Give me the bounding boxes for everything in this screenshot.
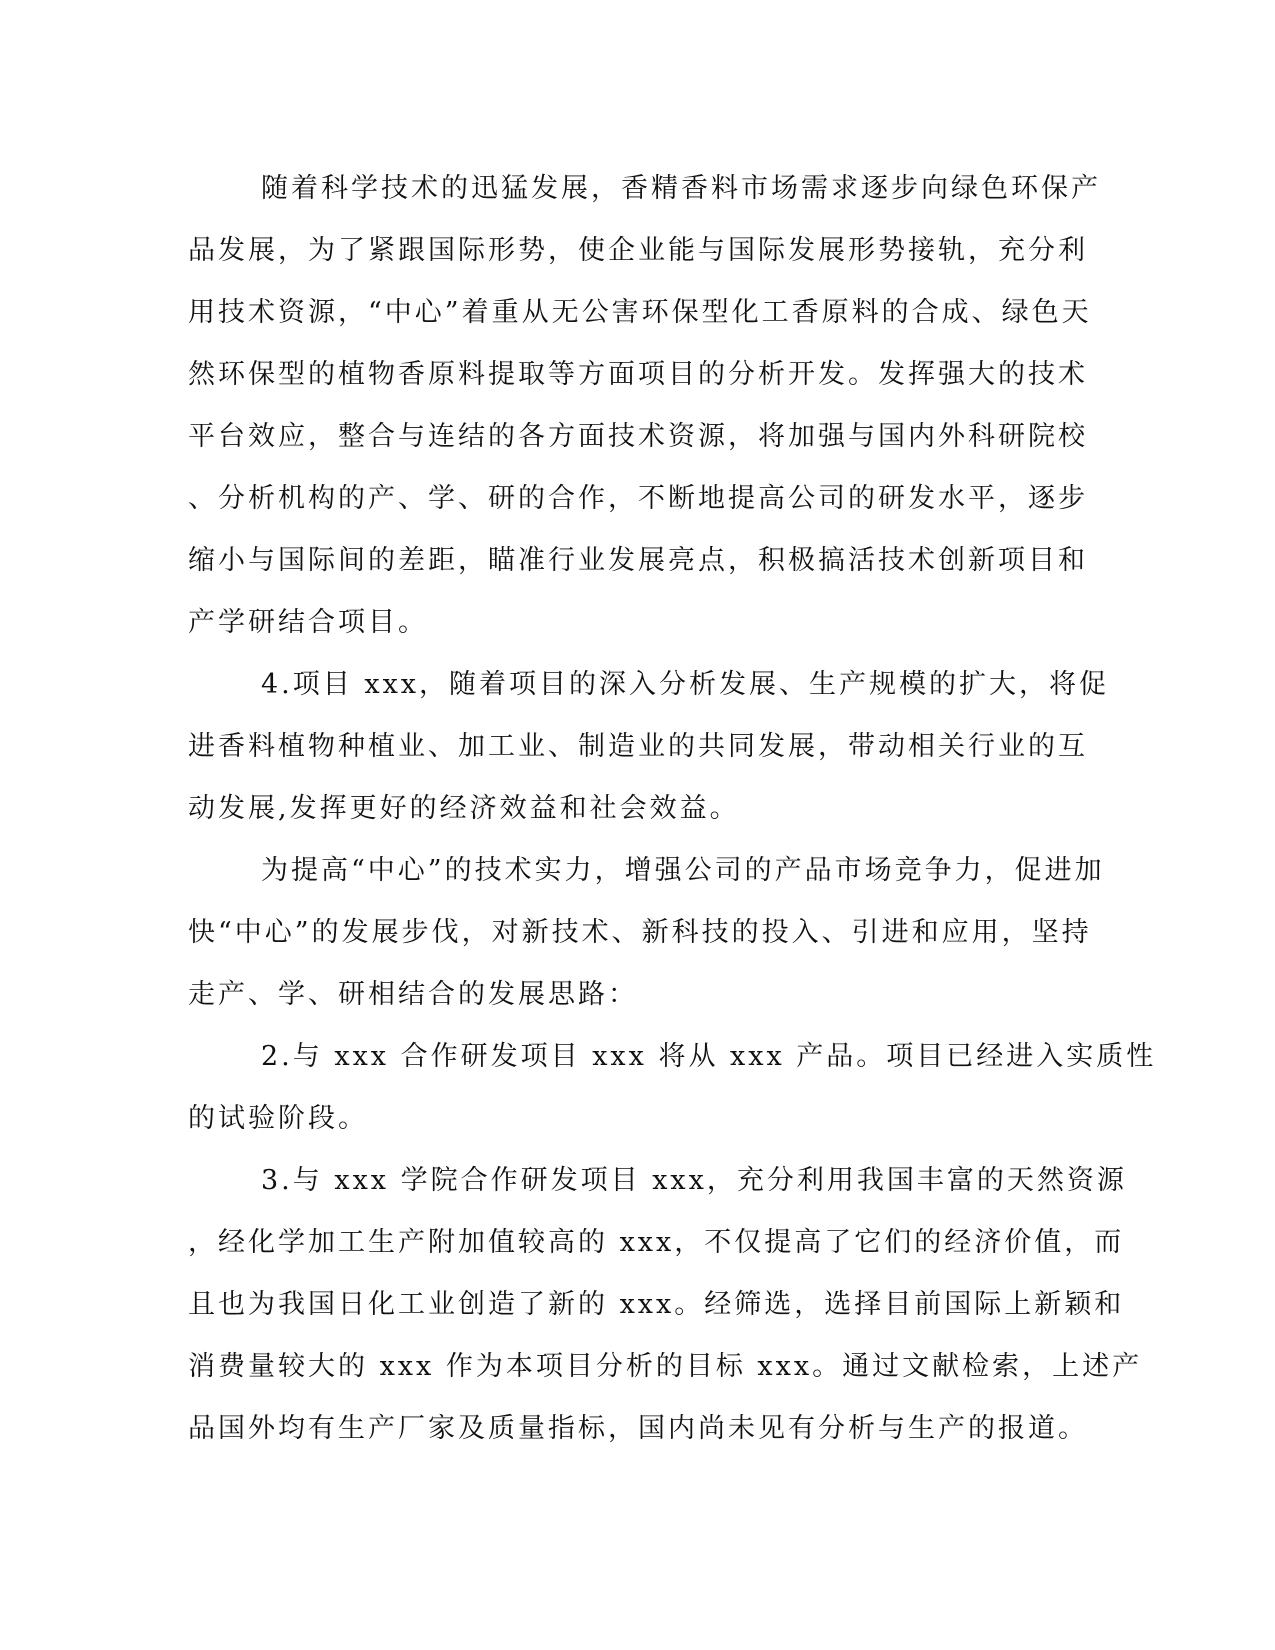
text-line: 平台效应，整合与连结的各方面技术资源，将加强与国内外科研院校 [188, 421, 1088, 452]
text-line: 然环保型的植物香原料提取等方面项目的分析开发。发挥强大的技术 [188, 359, 1088, 390]
text-line: 3.与 xxx 学院合作研发项目 xxx，充分利用我国丰富的天然资源 [261, 1165, 1127, 1196]
paragraph-3 [188, 840, 1105, 1026]
text-line: 且也为我国日化工业创造了新的 xxx。经筛选，选择目前国际上新颖和 [188, 1289, 1125, 1320]
text-line: ，经化学加工生产附加值较高的 xxx，不仅提高了它们的经济价值，而 [188, 1227, 1125, 1258]
text-line: 产学研结合项目。 [188, 607, 428, 638]
text-line: 缩小与国际间的差距，瞄准行业发展亮点，积极搞活技术创新项目和 [188, 545, 1088, 576]
text-line: 品国外均有生产厂家及质量指标，国内尚未见有分析与生产的报道。 [188, 1413, 1088, 1444]
paragraph-5 [188, 1150, 1143, 1460]
paragraph-2 [188, 654, 1110, 840]
document-body [188, 158, 1157, 1460]
text-line: 走产、学、研相结合的发展思路： [188, 979, 638, 1010]
paragraph-1 [188, 158, 1101, 654]
text-line: 快“中心”的发展步伐，对新技术、新科技的投入、引进和应用，坚持 [188, 917, 1092, 948]
text-line: 随着科学技术的迅猛发展，香精香料市场需求逐步向绿色环保产 [261, 173, 1101, 204]
text-line: 2.与 xxx 合作研发项目 xxx 将从 xxx 产品。项目已经进入实质性 [261, 1041, 1157, 1072]
paragraph-4 [188, 1026, 1157, 1150]
text-line: 、分析机构的产、学、研的合作，不断地提高公司的研发水平，逐步 [188, 483, 1088, 514]
text-line: 4.项目 xxx，随着项目的深入分析发展、生产规模的扩大，将促 [261, 669, 1110, 700]
text-line: 品发展，为了紧跟国际形势，使企业能与国际发展形势接轨，充分利 [188, 235, 1088, 266]
text-line: 动发展,发挥更好的经济效益和社会效益。 [188, 793, 740, 824]
text-line: 为提高“中心”的技术实力，增强公司的产品市场竞争力，促进加 [261, 855, 1105, 886]
text-line: 用技术资源，“中心”着重从无公害环保型化工香原料的合成、绿色天 [188, 297, 1092, 328]
text-line: 消费量较大的 xxx 作为本项目分析的目标 xxx。通过文献检索，上述产 [188, 1351, 1143, 1382]
text-line: 的试验阶段。 [188, 1103, 368, 1134]
text-line: 进香料植物种植业、加工业、制造业的共同发展，带动相关行业的互 [188, 731, 1088, 762]
